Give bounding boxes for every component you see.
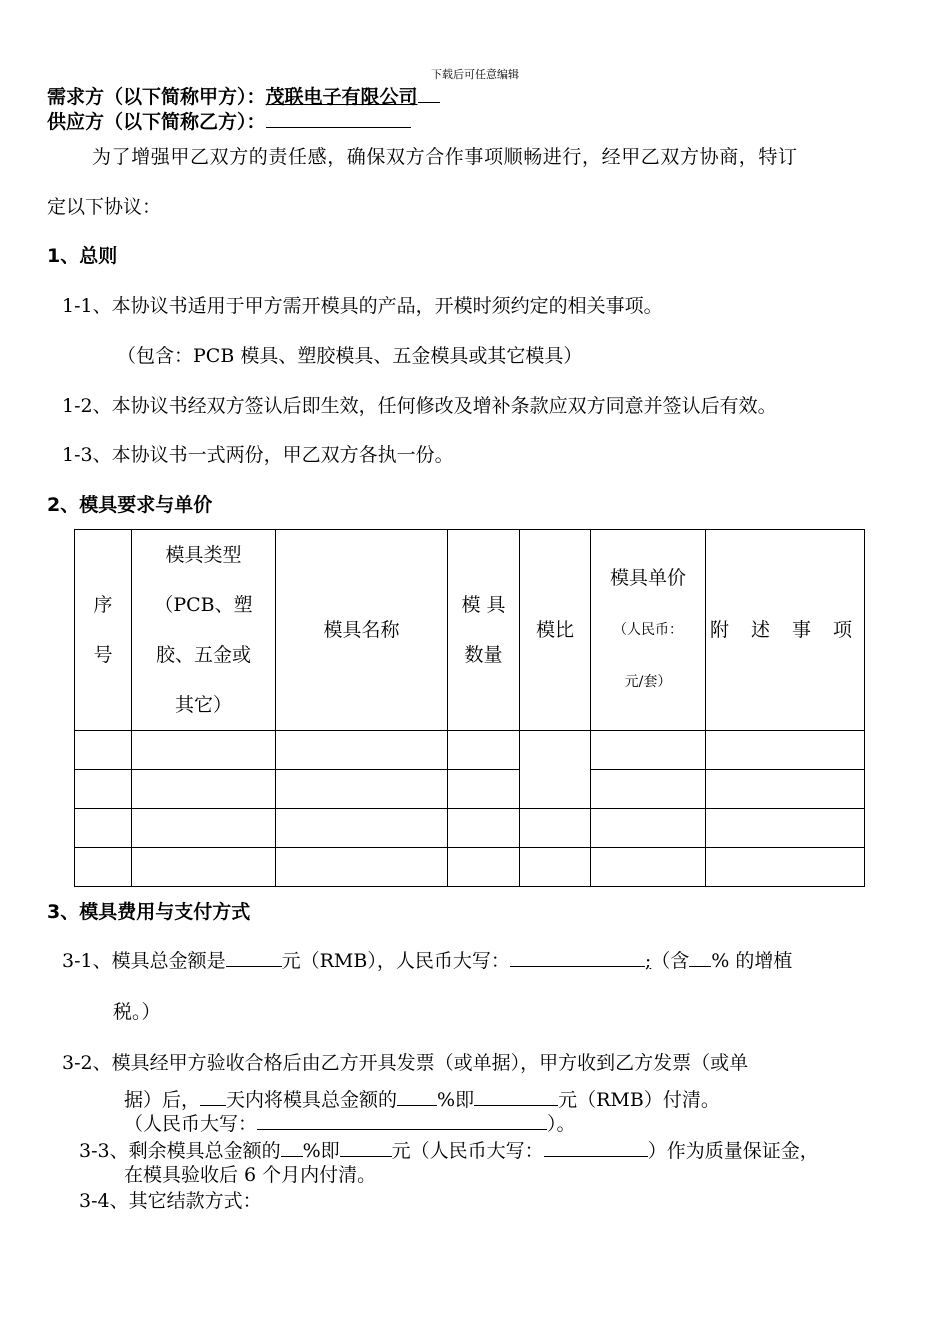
header-unit-price: 模具单价 （人民币： 元/套） <box>591 530 706 731</box>
header-mold-type: 模具类型 （PCB、塑 胶、五金或 其它） <box>132 530 276 731</box>
header-mold-ratio: 模比 <box>520 530 591 731</box>
party-a-line <box>47 82 440 109</box>
clause-3-1-cont: 税。） <box>113 1001 161 1023</box>
table-cell[interactable] <box>276 848 448 887</box>
clause-1-1: 1-1、本协议书适用于甲方需开模具的产品，开模时须约定的相关事项。 <box>62 295 663 317</box>
table-cell[interactable] <box>591 809 706 848</box>
table-cell[interactable] <box>276 770 448 809</box>
table-cell[interactable] <box>520 809 591 848</box>
section-1-title: 1、总则 <box>47 245 118 267</box>
header-mold-qty: 模 具 数量 <box>448 530 520 731</box>
table-cell[interactable] <box>276 809 448 848</box>
header-note: 下载后可任意编辑 <box>431 68 519 81</box>
header-notes: 附 述 事 项 <box>706 530 865 731</box>
table-cell[interactable] <box>132 848 276 887</box>
clause-3-4: 3-4、其它结款方式： <box>79 1190 262 1212</box>
payment-amount-blank[interactable] <box>474 1087 558 1106</box>
table-cell[interactable] <box>448 731 520 770</box>
table-cell[interactable] <box>706 770 865 809</box>
table-row <box>75 731 865 770</box>
section-2-title: 2、模具要求与单价 <box>47 494 213 516</box>
clause-3-2-line-3: （人民币大写： ）。 <box>124 1113 576 1135</box>
party-b-name-blank <box>266 109 411 128</box>
table-cell[interactable] <box>132 809 276 848</box>
payment-words-blank[interactable] <box>257 1111 547 1130</box>
table-cell[interactable] <box>75 731 132 770</box>
mold-table <box>74 529 865 887</box>
party-a-name: 茂联电子有限公司 <box>265 86 418 108</box>
clause-1-2: 1-2、本协议书经双方签认后即生效，任何修改及增补条款应双方同意并签认后有效。 <box>62 395 777 417</box>
table-cell[interactable] <box>706 731 865 770</box>
table-row <box>75 809 865 848</box>
table-cell[interactable] <box>591 731 706 770</box>
party-a-blank <box>418 84 440 103</box>
clause-3-3-line-2: 在模具验收后 6 个月内付清。 <box>124 1164 377 1186</box>
remaining-words-blank[interactable] <box>544 1138 648 1157</box>
table-cell[interactable] <box>132 731 276 770</box>
table-cell[interactable] <box>448 809 520 848</box>
clause-1-3: 1-3、本协议书一式两份，甲乙双方各执一份。 <box>62 444 454 466</box>
table-cell-merged[interactable] <box>520 731 591 809</box>
table-cell[interactable] <box>520 848 591 887</box>
tax-rate-blank[interactable] <box>689 948 711 967</box>
party-a-label: 需求方（以下简称甲方）： <box>47 86 266 108</box>
amount-blank[interactable] <box>226 948 282 967</box>
table-cell[interactable] <box>448 848 520 887</box>
header-seq: 序 号 <box>75 530 132 731</box>
remaining-percent-blank[interactable] <box>281 1138 303 1157</box>
clause-3-2-line-2: 据）后， 天内将模具总金额的 %即 元（RMB）付清。 <box>124 1089 720 1111</box>
table-cell[interactable] <box>706 809 865 848</box>
table-row <box>75 848 865 887</box>
intro-line-1: 为了增强甲乙双方的责任感，确保双方合作事项顺畅进行，经甲乙双方协商，特订 <box>92 146 798 168</box>
clause-1-1-note: （包含：PCB 模具、塑胶模具、五金模具或其它模具） <box>117 345 583 367</box>
table-cell[interactable] <box>706 848 865 887</box>
clause-3-1: 3-1、模具总金额是 元（RMB），人民币大写： ;（含 % 的增植 <box>62 950 793 972</box>
section-3-title: 3、模具费用与支付方式 <box>47 901 251 923</box>
party-b-label: 供应方（以下简称乙方）： <box>47 111 266 133</box>
table-row <box>75 770 865 809</box>
intro-line-2: 定以下协议： <box>47 196 162 218</box>
table-cell[interactable] <box>448 770 520 809</box>
clause-3-2-line-1: 3-2、模具经甲方验收合格后由乙方开具发票（或单据），甲方收到乙方发票（或单 <box>62 1052 749 1074</box>
table-cell[interactable] <box>132 770 276 809</box>
table-cell[interactable] <box>75 809 132 848</box>
table-cell[interactable] <box>75 848 132 887</box>
days-blank[interactable] <box>200 1087 226 1106</box>
amount-words-blank[interactable] <box>510 948 645 967</box>
table-cell[interactable] <box>591 770 706 809</box>
percent-blank[interactable] <box>397 1087 437 1106</box>
remaining-amount-blank[interactable] <box>340 1138 392 1157</box>
table-header-row <box>75 530 865 731</box>
table-cell[interactable] <box>276 731 448 770</box>
party-b-line <box>47 107 411 134</box>
table-cell[interactable] <box>75 770 132 809</box>
table-cell[interactable] <box>591 848 706 887</box>
clause-3-3-line-1: 3-3、剩余模具总金额的 %即 元（人民币大写： ）作为质量保证金， <box>79 1140 819 1162</box>
header-mold-name: 模具名称 <box>276 530 448 731</box>
